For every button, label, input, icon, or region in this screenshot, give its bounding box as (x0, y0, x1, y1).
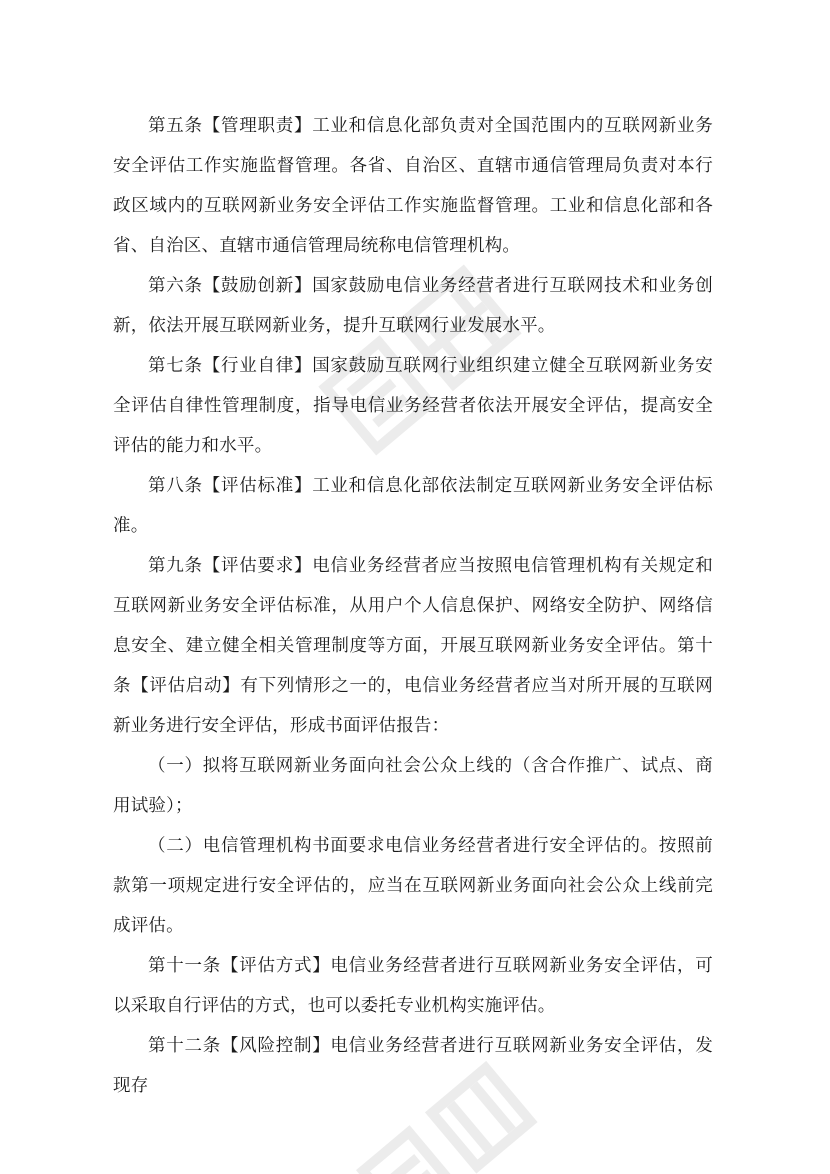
item-1-paragraph: （一）拟将互联网新业务面向社会公众上线的（含合作推广、试点、商用试验）； (113, 756, 713, 816)
document-body (113, 106, 713, 1106)
article-5-paragraph: 第五条【管理职责】工业和信息化部负责对全国范围内的互联网新业务安全评估工作实施监督管理。各省、自治区、直辖市通信管理局负责对本行政区域内的互联网新业务安全评估工作实施监督管理。工业和信息化部和各省、自治区、直辖市通信管理局统称电信管理机构。 (113, 116, 713, 256)
article-12-paragraph: 第十二条【风险控制】电信业务经营者进行互联网新业务安全评估，发现存 (113, 1036, 713, 1096)
article-11-paragraph: 第十一条【评估方式】电信业务经营者进行互联网新业务安全评估，可以采取自行评估的方式，也可以委托专业机构实施评估。 (113, 956, 713, 1016)
article-6-paragraph: 第六条【鼓励创新】国家鼓励电信业务经营者进行互联网技术和业务创新，依法开展互联网新业务，提升互联网行业发展水平。 (113, 276, 713, 336)
item-2-paragraph: （二）电信管理机构书面要求电信业务经营者进行安全评估的。按照前款第一项规定进行安全评估的，应当在互联网新业务面向社会公众上线前完成评估。 (113, 836, 713, 936)
article-7-paragraph: 第七条【行业自律】国家鼓励互联网行业组织建立健全互联网新业务安全评估自律性管理制度，指导电信业务经营者依法开展安全评估，提高安全评估的能力和水平。 (113, 356, 713, 456)
article-8-paragraph: 第八条【评估标准】工业和信息化部依法制定互联网新业务安全评估标准。 (113, 476, 713, 536)
article-9-10-paragraph: 第九条【评估要求】电信业务经营者应当按照电信管理机构有关规定和互联网新业务安全评估标准，从用户个人信息保护、网络安全防护、网络信息安全、建立健全相关管理制度等方面，开展互联网新业务安全评估。第十条【评估启动】有下列情形之一的，电信业务经营者应当对所开展的互联网新业务进行安全评估，形成书面评估报告： (113, 556, 713, 736)
